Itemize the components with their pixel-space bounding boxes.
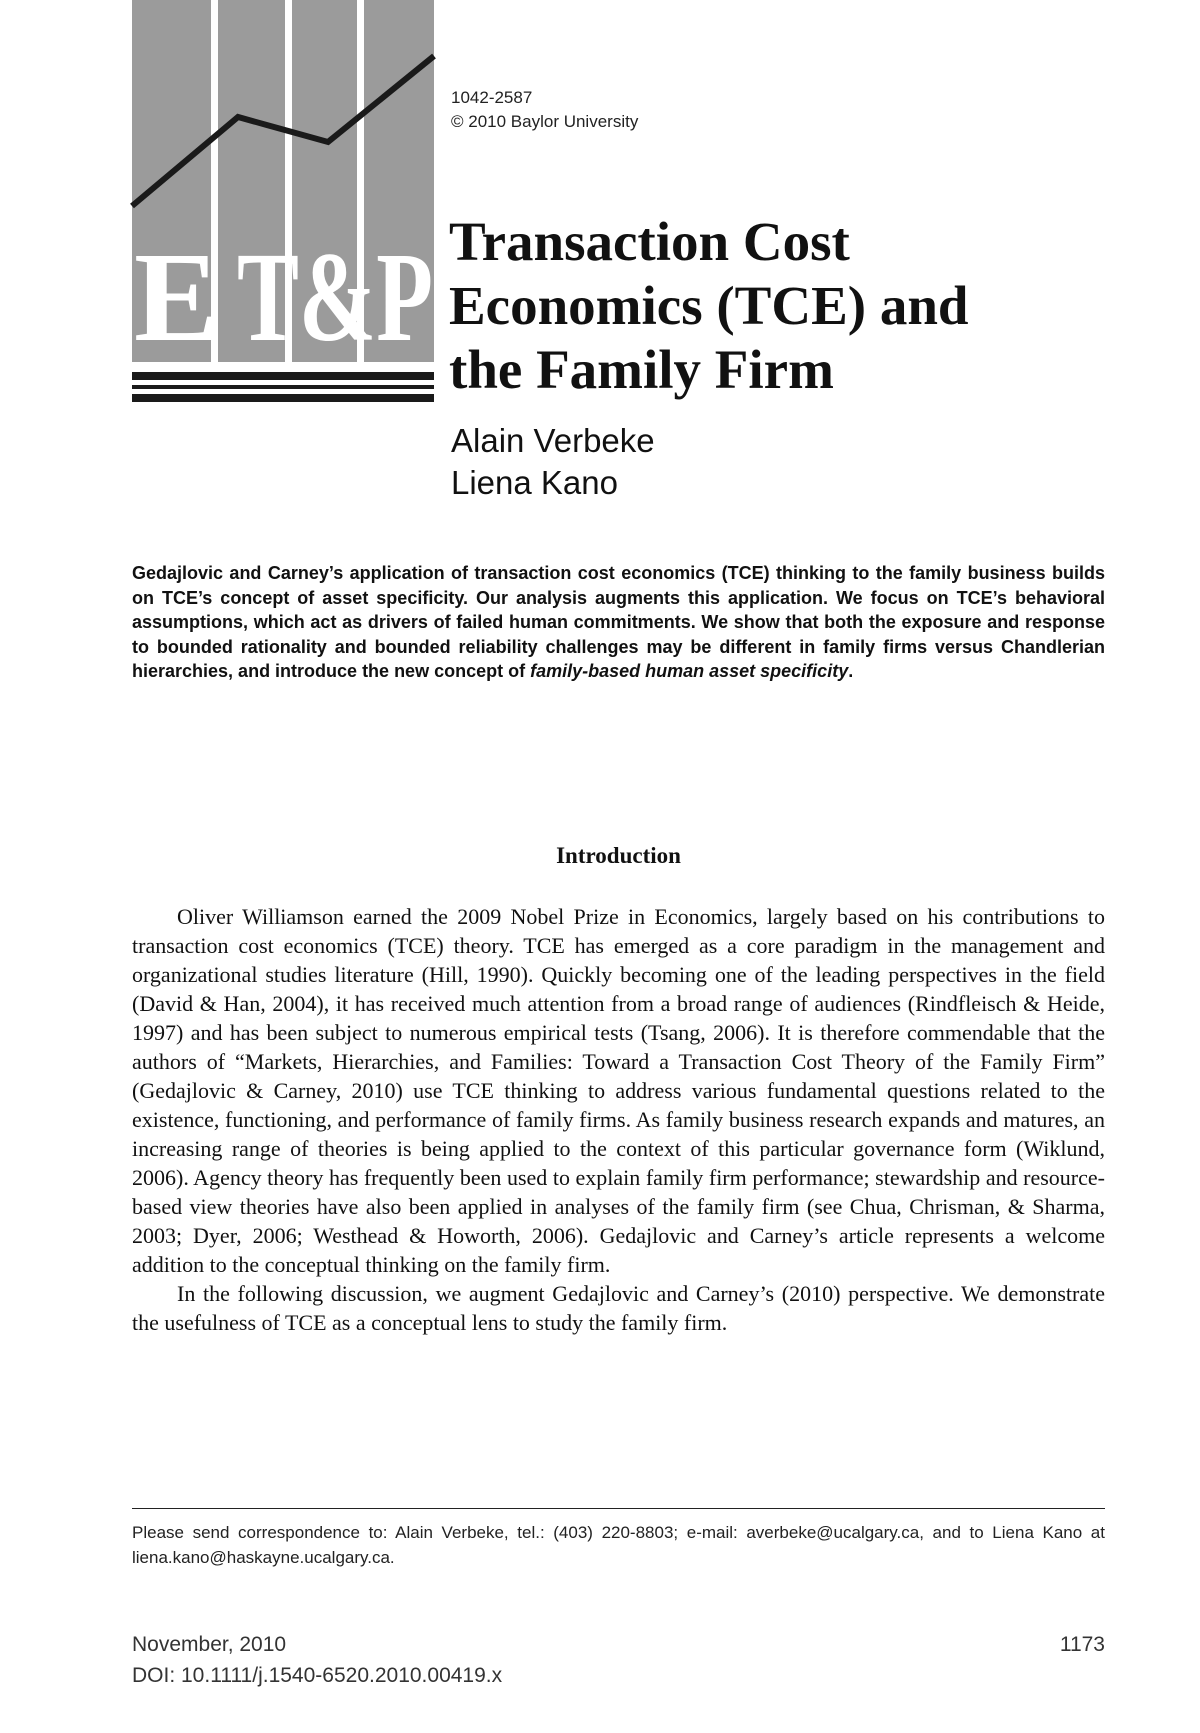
authors <box>451 420 655 504</box>
paragraph: Oliver Williamson earned the 2009 Nobel Prize in Economics, largely based on his contributions to transaction cost economics (TCE) theory. TCE has emerged as a core paradigm in the management and organizational studies literature (Hill, 1990). Quickly becoming one of the leading perspectives in the field (David & Han, 2004), it has received much attention from a broad range of audiences (Rindfleisch & Heide, 1997) and has been subject to numerous empirical tests (Tsang, 2006). It is therefore commendable that the authors of “Markets, Hierarchies, and Families: Toward a Transaction Cost Theory of the Family Firm” (Gedajlovic & Carney, 2010) use TCE thinking to address various fundamental questions related to the existence, functioning, and performance of family firms. As family business research expands and matures, an increasing range of theories is being applied to the context of this particular governance form (Wiklund, 2006). Agency theory has frequently been used to explain family firm performance; stewardship and resource-based view theories have also been applied in analyses of the family firm (see Chua, Chrisman, & Sharma, 2003; Dyer, 2006; Westhead & Howorth, 2006). Gedajlovic and Carney’s article represents a welcome addition to the conceptual thinking on the family firm. <box>132 904 1105 1277</box>
correspondence-footnote: Please send correspondence to: Alain Verbeke, tel.: (403) 220-8803; e-mail: averbeke@ucalgary.ca, and to Liena Kano at liena.kano@haskayne.ucalgary.ca. <box>132 1523 1105 1567</box>
abstract-emphasis: family-based human asset specificity <box>530 661 849 681</box>
author-name: Liena Kano <box>451 464 618 501</box>
journal-meta <box>451 86 638 134</box>
section-heading: Introduction <box>556 843 681 868</box>
title-line-1: Transaction Cost <box>449 211 850 272</box>
body-text <box>132 902 1105 1337</box>
article-title <box>449 210 1089 402</box>
title-line-3: the Family Firm <box>449 339 834 400</box>
logo-letters-tp: T&P <box>237 226 433 368</box>
abstract-text: Gedajlovic and Carney’s application of transaction cost economics (TCE) thinking to the family business builds on TCE’s concept of asset specificity. Our analysis augments this application. We focus on TCE’s behavioral assumptions, which act as drivers of failed human commitments. We show that both the exposure and response to bounded rationality and bounded reliability challenges may be different in family firms versus Chandlerian hierarchies, and introduce the new concept of <box>132 563 1105 681</box>
paragraph: In the following discussion, we augment Gedajlovic and Carney’s (2010) perspective. We demonstrate the usefulness of TCE as a conceptual lens to study the family firm. <box>132 1281 1105 1335</box>
abstract-end: . <box>848 661 854 681</box>
issue-date: November, 2010 <box>132 1633 287 1656</box>
footnote-divider <box>132 1508 1105 1509</box>
page-number: 1173 <box>1059 1633 1105 1656</box>
copyright: © 2010 Baylor University <box>451 112 639 131</box>
author-name: Alain Verbeke <box>451 422 655 459</box>
doi: DOI: 10.1111/j.1540-6520.2010.00419.x <box>132 1664 503 1687</box>
title-line-2: Economics (TCE) and <box>449 275 969 336</box>
issn: 1042-2587 <box>451 88 533 107</box>
logo-letter-e: E <box>134 226 220 368</box>
page-footer <box>132 1629 1105 1691</box>
abstract <box>132 561 1105 684</box>
journal-logo <box>132 0 434 404</box>
